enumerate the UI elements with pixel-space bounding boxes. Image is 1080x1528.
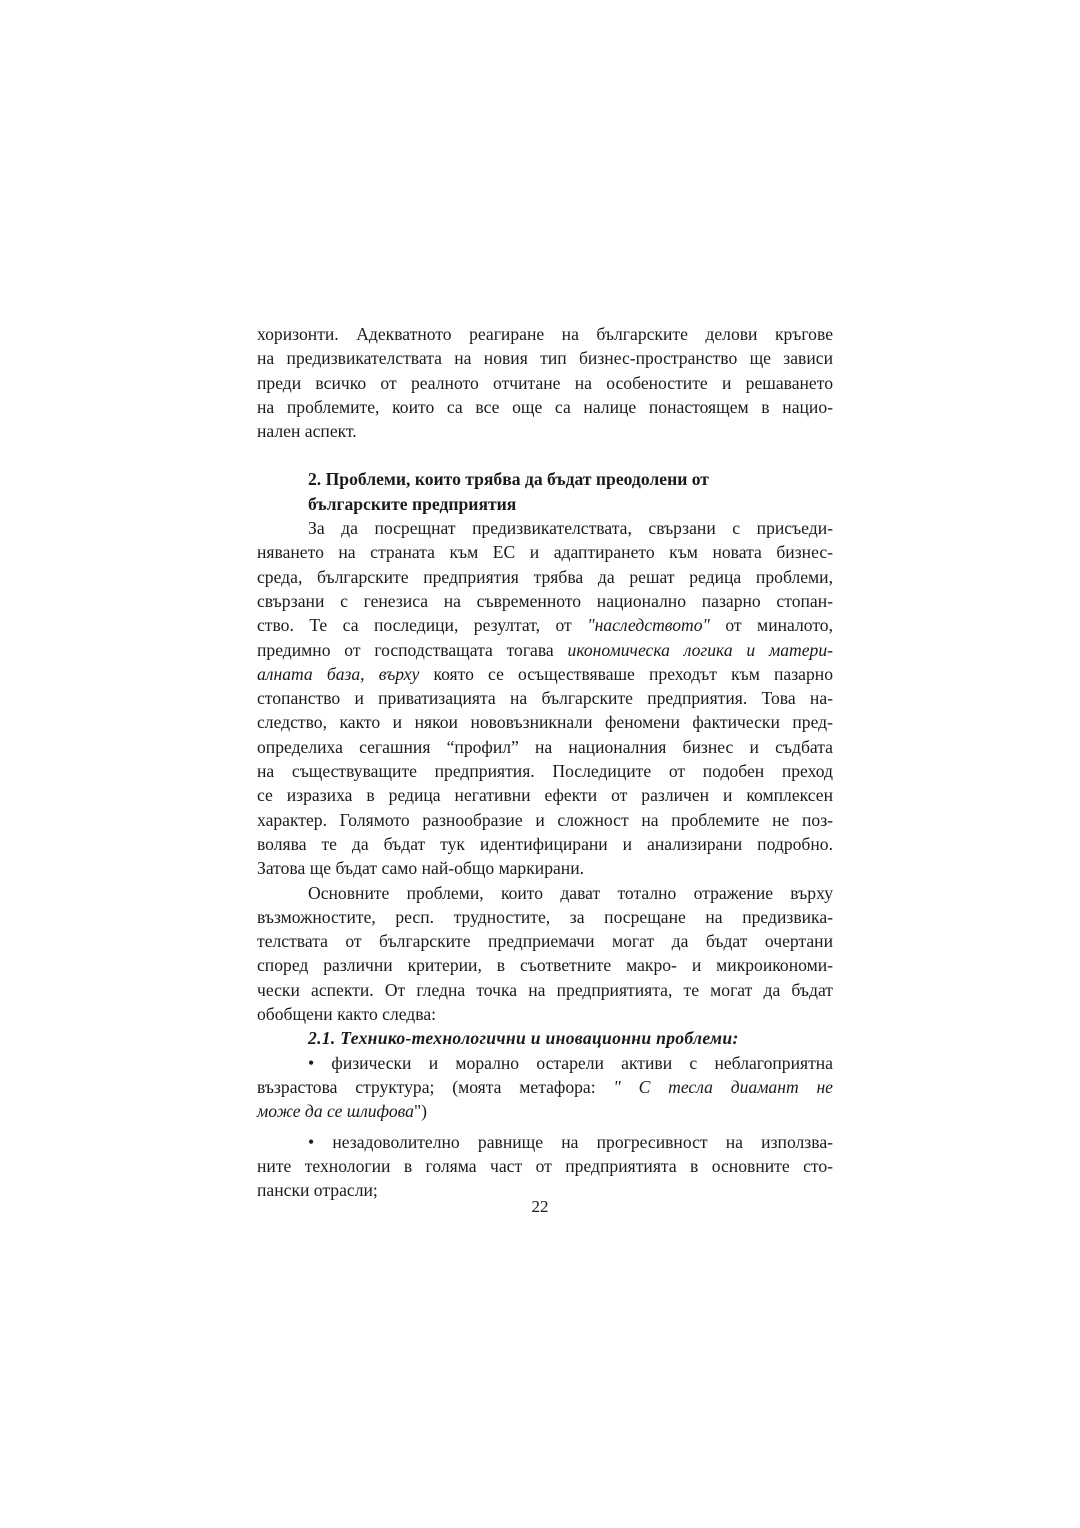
paragraph-main [257, 516, 833, 880]
heading-line: българските предприятия [308, 493, 517, 514]
bullet-item [257, 1130, 833, 1203]
emphasis-text: икономическа логика и матери- [567, 639, 833, 660]
text-line: на предизвикателствата на новия тип бизнес-пространство ще зависи [257, 348, 833, 369]
text-line [257, 1099, 833, 1123]
emphasis-text: "наследството" [587, 615, 710, 636]
paragraph-second [257, 881, 833, 1027]
text-line: на съществуващите предприятия. Последиците от подобен преход [257, 761, 833, 782]
text-line: според различни критерии, в съответните макро- и микроикономи- [257, 955, 833, 976]
text-run: предимно от господстващата тогава [257, 639, 568, 660]
text-line: стопанство и приватизацията на българските предприятия. Това на- [257, 688, 833, 709]
text-line [257, 613, 833, 637]
text-line [257, 1075, 833, 1099]
text-line: хоризонти. Адекватното реагиране на българските делови кръгове [257, 324, 833, 344]
text-line: Затова ще бъдат само най-общо маркирани. [257, 858, 585, 879]
text-line: среда, българските предприятия трябва да решат редица проблеми, [257, 566, 833, 587]
text-run: която се осъществяваше преходът към пазарно [419, 663, 833, 684]
text-line [257, 638, 833, 662]
text-line: • физически и морално остарели активи с неблагоприятна [308, 1052, 833, 1073]
text-line: преди всичко от реалното отчитане на особеностите и решаването [257, 372, 833, 393]
text-line: чески аспекти. От гледна точка на предприятията, те могат да бъдат [257, 979, 833, 1000]
section-heading [257, 467, 833, 516]
paragraph-intro [257, 322, 833, 443]
emphasis-text: може да се шлифова [257, 1101, 414, 1122]
text-line: ните технологии в голяма част от предприятията в основните сто- [257, 1155, 833, 1176]
page-body [257, 322, 833, 1202]
text-line: определиха сегашния “профил” на националния бизнес и съдбата [257, 736, 833, 757]
text-line: телствата от българските предприемачи могат да бъдат очертани [257, 931, 833, 952]
text-line: обобщени както следва: [257, 1004, 437, 1025]
text-line: Основните проблеми, които дават тотално отражение върху [308, 882, 833, 903]
text-line: характер. Голямото разнообразие и сложност на проблемите не поз- [257, 809, 833, 830]
text-run: възрастова структура; (моята метафора: [257, 1076, 614, 1097]
text-line: се изразиха в редица негативни ефекти от различен и комплексен [257, 785, 833, 806]
text-line: няването на страната към ЕС и адаптирането към новата бизнес- [257, 542, 833, 563]
bullet-item [257, 1051, 833, 1124]
text-line: свързани с генезиса на съвременното национално пазарно стопан- [257, 590, 833, 611]
text-line: нален аспект. [257, 421, 357, 442]
heading-line: 2. Проблеми, които трябва да бъдат преодолени от [308, 469, 709, 490]
text-line [257, 662, 833, 686]
emphasis-text: " С тесла диамант не [613, 1076, 833, 1097]
text-run: ство. Те са последици, резултат, от [257, 615, 588, 636]
text-line: волява те да бъдат тук идентифицирани и анализирани подробно. [257, 833, 833, 854]
text-line: възможностите, респ. трудностите, за посрещане на предизвика- [257, 906, 833, 927]
subsection-heading: 2.1. Технико-технологични и иновационни проблеми: [308, 1028, 739, 1049]
text-line: За да посрещнат предизвикателствата, свързани с присъеди- [308, 518, 833, 539]
text-line: • незадоволително равнище на прогресивност на използва- [308, 1131, 833, 1152]
text-line: пански отрасли; [257, 1180, 378, 1201]
emphasis-text: алната база, върху [257, 663, 420, 684]
text-line: следство, както и някои нововъзникнали феномени фактически пред- [257, 712, 833, 733]
text-run: от миналото, [709, 615, 833, 636]
text-run: ") [413, 1101, 427, 1122]
text-line: на проблемите, които са все още са налице понастоящем в нацио- [257, 396, 833, 417]
page-number: 22 [531, 1197, 549, 1216]
